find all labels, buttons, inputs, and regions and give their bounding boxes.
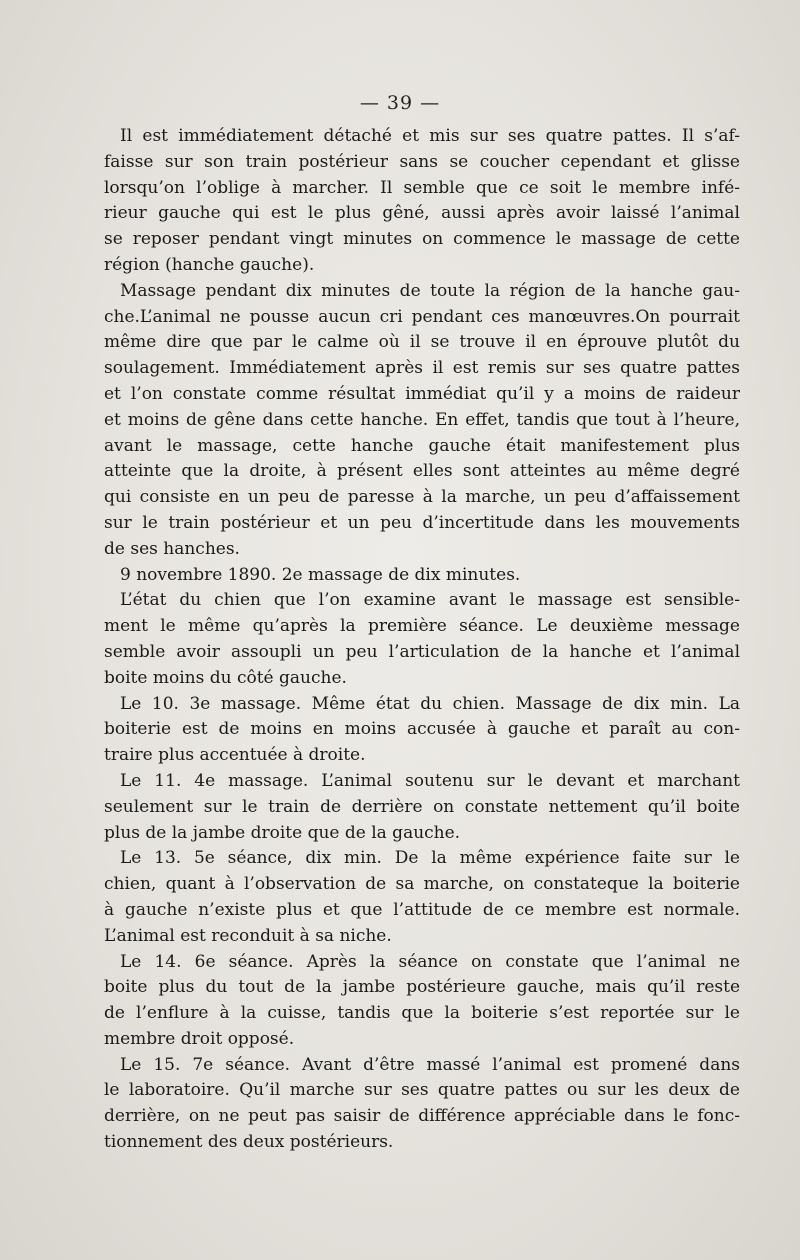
text-line: boite moins du côté gauche.	[104, 667, 347, 688]
paragraph	[104, 124, 740, 279]
text-line: Le 11. 4e massage. L’animal soutenu sur le devant et marchant	[120, 770, 740, 791]
text-line: de l’enflure à la cuisse, tandis que la boiterie s’est reportée sur le	[104, 1003, 740, 1024]
text-line: L’animal est reconduit à sa niche.	[104, 925, 392, 946]
text-line: Le 13. 5e séance, dix min. De la même expérience faite sur le	[120, 848, 740, 869]
text-line: traire plus accentuée à droite.	[104, 745, 366, 766]
text-line: seulement sur le train de derrière on constate nettement qu’il boite	[104, 796, 740, 817]
text-line: faisse sur son train postérieur sans se coucher cependant et glisse	[104, 151, 740, 172]
text-line: Le 10. 3e massage. Même état du chien. Massage de dix min. La	[120, 693, 740, 714]
paragraph	[104, 692, 740, 769]
text-line: Massage pendant dix minutes de toute la région de la hanche gau-	[120, 280, 740, 301]
text-line: région (hanche gauche).	[104, 254, 315, 275]
body-text	[104, 124, 740, 1156]
text-line: chien, quant à l’observation de sa marche, on constateque la boiterie	[104, 874, 740, 895]
text-line: se reposer pendant vingt minutes on commence le massage de cette	[104, 229, 740, 250]
paragraph	[104, 846, 740, 949]
text-line: même dire que par le calme où il se trouve il en éprouve plutôt du	[104, 332, 740, 353]
text-line: lorsqu’on l’oblige à marcher. Il semble que ce soit le membre infé-	[104, 177, 740, 198]
text-line: rieur gauche qui est le plus gêné, aussi après avoir laissé l’animal	[104, 203, 740, 224]
text-line: semble avoir assoupli un peu l’articulation de la hanche et l’animal	[104, 641, 740, 662]
text-line: ment le même qu’après la première séance. Le deuxième message	[104, 616, 740, 637]
text-line: L’état du chien que l’on examine avant le massage est sensible-	[120, 590, 740, 611]
text-line: 9 novembre 1890. 2e massage de dix minutes.	[120, 564, 521, 585]
paragraph	[104, 769, 740, 846]
text-line: Le 15. 7e séance. Avant d’être massé l’animal est promené dans	[120, 1054, 740, 1075]
paragraph	[104, 1053, 740, 1156]
text-line: plus de la jambe droite que de la gauche.	[104, 822, 461, 843]
text-line: le laboratoire. Qu’il marche sur ses quatre pattes ou sur les deux de	[104, 1080, 740, 1101]
text-line: boiterie est de moins en moins accusée à gauche et paraît au con-	[104, 719, 740, 740]
text-line: Il est immédiatement détaché et mis sur ses quatre pattes. Il s’af-	[120, 126, 740, 146]
text-line: qui consiste en un peu de paresse à la marche, un peu d’affaissement	[104, 487, 740, 508]
text-line: derrière, on ne peut pas saisir de différence appréciable dans le fonc-	[104, 1106, 740, 1127]
page-number: — 39 —	[359, 92, 441, 114]
paragraph	[104, 588, 740, 691]
text-line: et moins de gêne dans cette hanche. En effet, tandis que tout à l’heure,	[104, 409, 740, 430]
text-line: sur le train postérieur et un peu d’incertitude dans les mouvements	[104, 512, 740, 533]
text-line: membre droit opposé.	[104, 1028, 295, 1049]
text-line: atteinte que la droite, à présent elles sont atteintes au même degré	[104, 461, 740, 482]
text-line: boite plus du tout de la jambe postérieure gauche, mais qu’il reste	[104, 977, 740, 998]
text-line: Le 14. 6e séance. Après la séance on constate que l’animal ne	[120, 951, 740, 972]
text-line: et l’on constate comme résultat immédiat qu’il y a moins de raideur	[104, 383, 740, 404]
text-line: de ses hanches.	[104, 538, 240, 559]
paragraph	[104, 563, 740, 589]
text-line: che.L’animal ne pousse aucun cri pendant ces manœuvres.On pourrait	[104, 306, 740, 327]
paragraph	[104, 279, 740, 563]
text-line: à gauche n’existe plus et que l’attitude de ce membre est normale.	[104, 899, 740, 920]
text-line: avant le massage, cette hanche gauche était manifestement plus	[104, 435, 740, 456]
text-line: tionnement des deux postérieurs.	[104, 1132, 394, 1153]
paragraph	[104, 950, 740, 1053]
text-line: soulagement. Immédiatement après il est remis sur ses quatre pattes	[104, 358, 740, 379]
